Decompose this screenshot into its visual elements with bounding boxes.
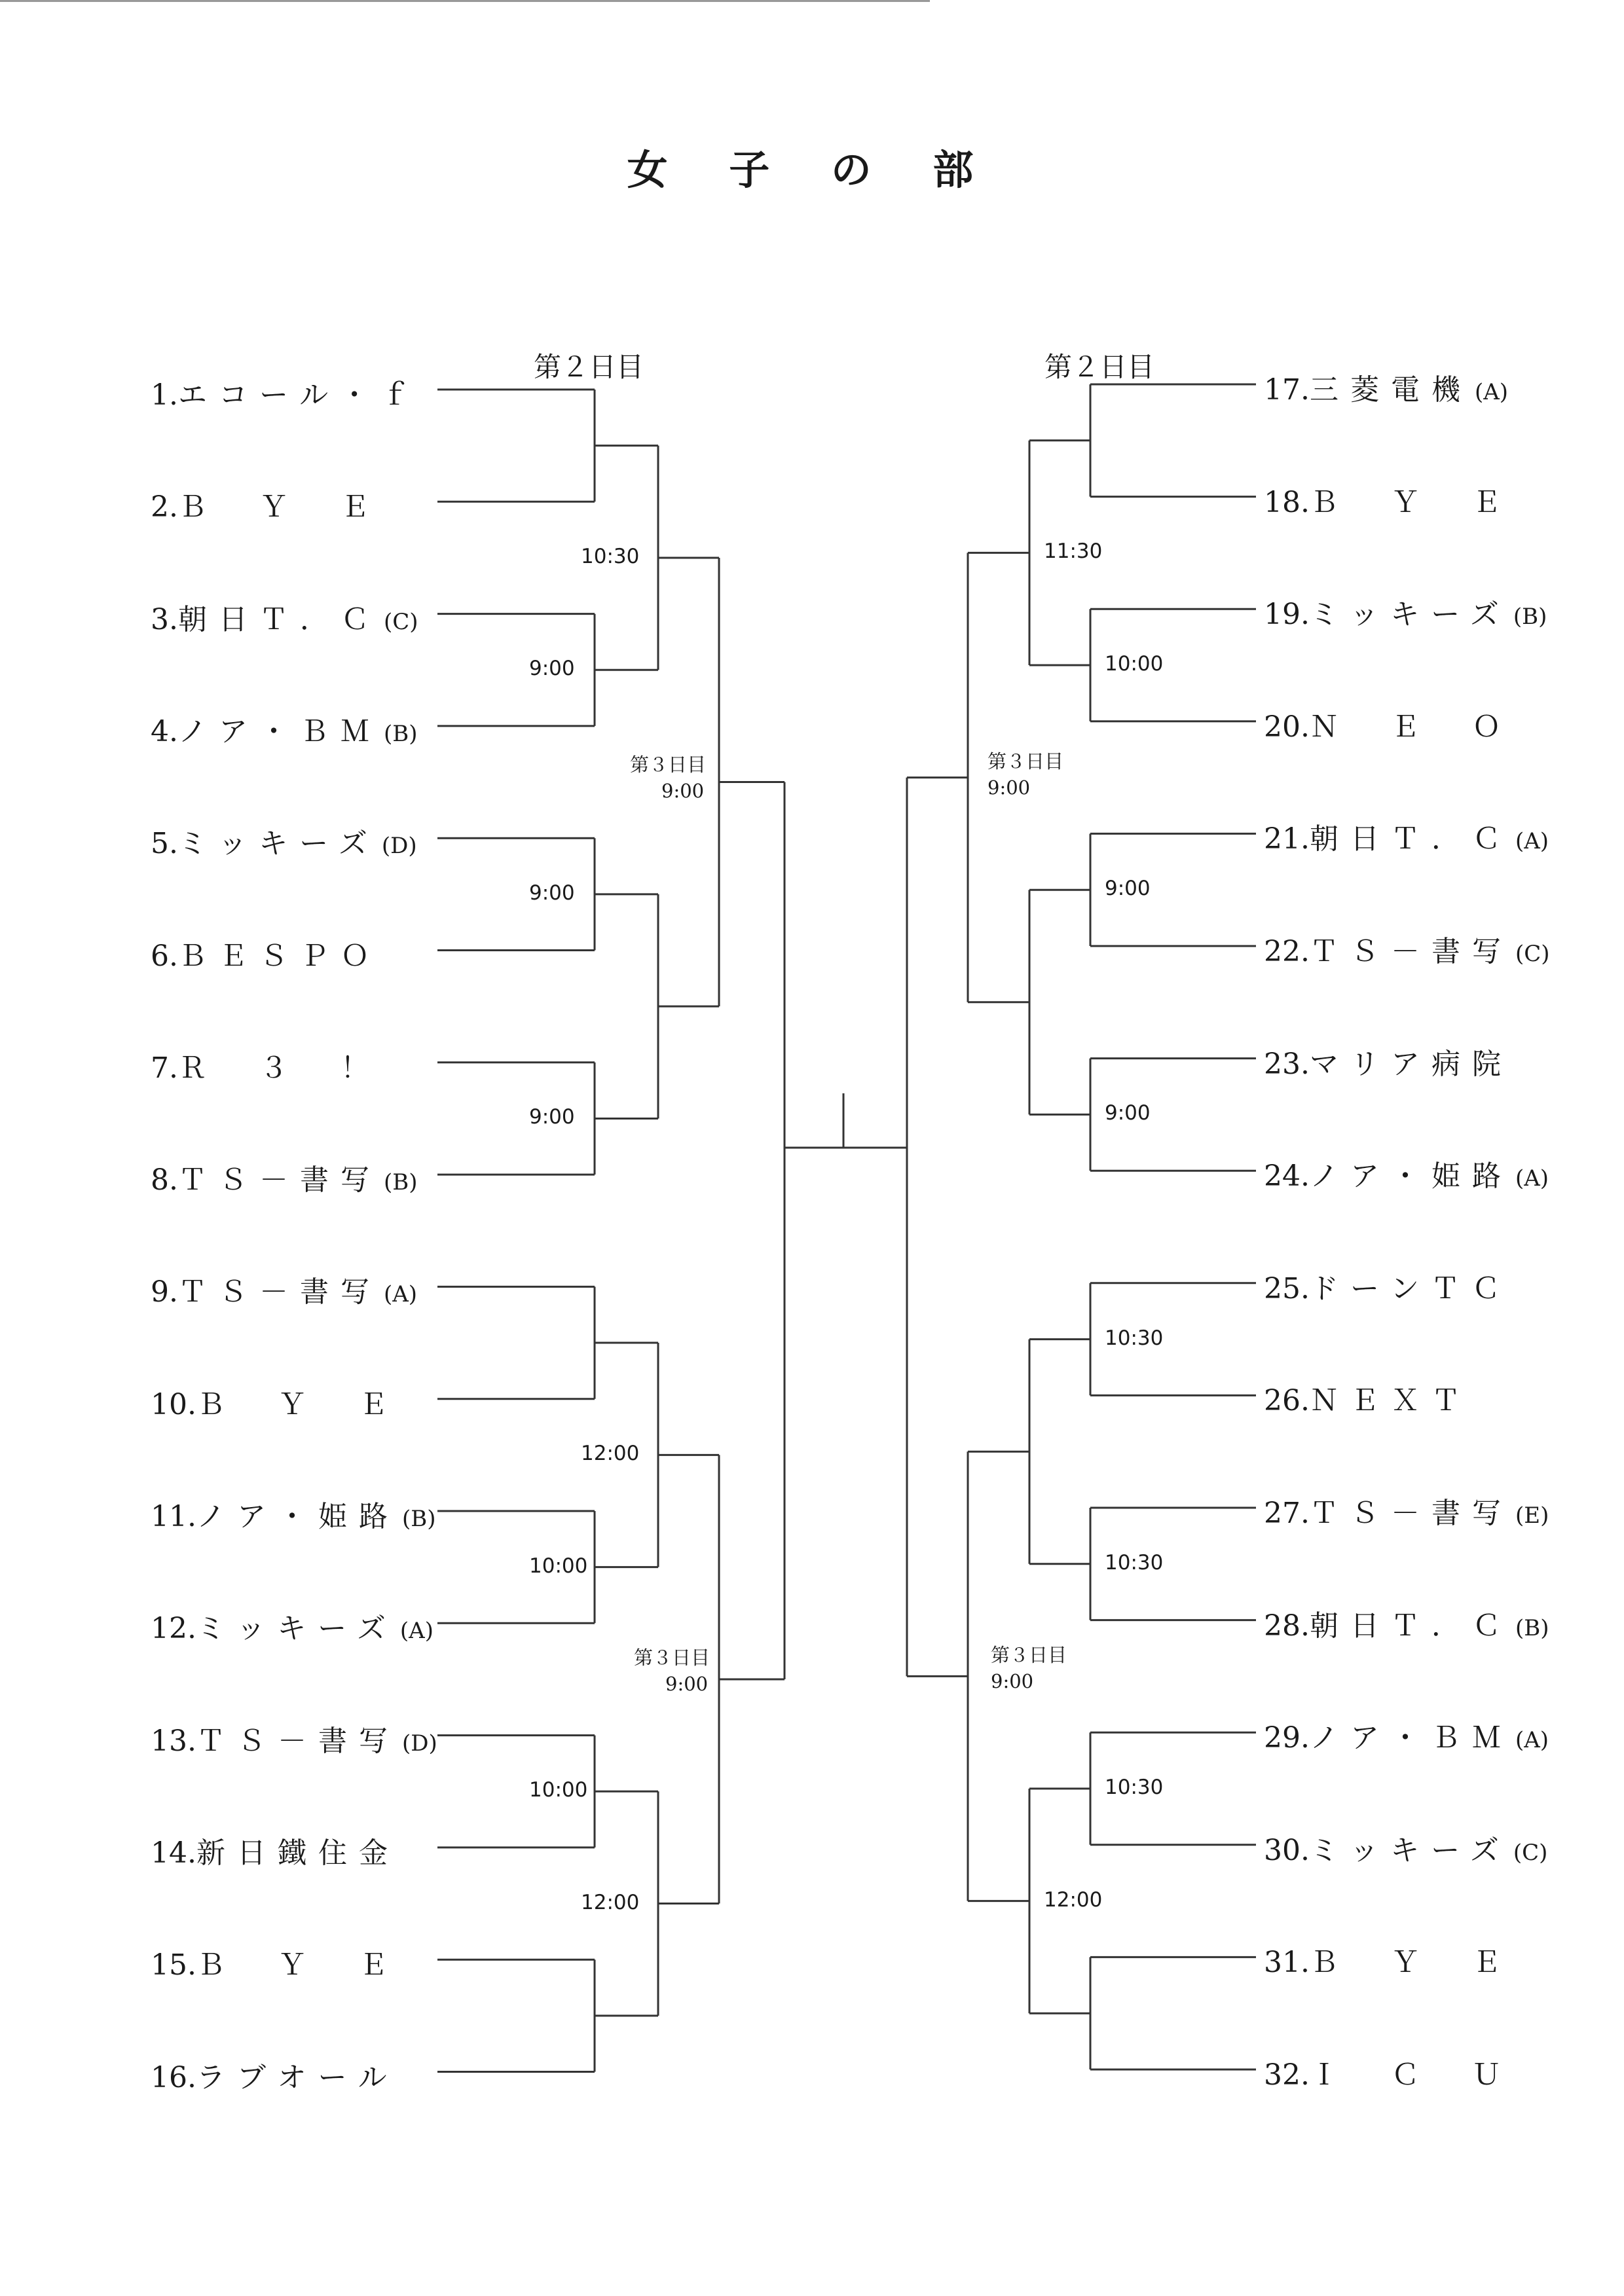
team-group: (C)	[1513, 1839, 1548, 1866]
team-number: 16.	[151, 2060, 196, 2094]
team-name: 朝日Ｔ．Ｃ	[1309, 822, 1513, 856]
day3-time: 9:00	[661, 780, 705, 802]
match-time: 9:00	[1105, 1101, 1151, 1125]
team-group: (B)	[383, 720, 418, 747]
team-number: 25.	[1264, 1271, 1310, 1305]
team-name: ＴＳ－書写	[196, 1724, 399, 1758]
team-entry	[1264, 1714, 1559, 1756]
match-time: 11:30	[1044, 539, 1103, 564]
day3-label: 第３日目	[987, 750, 1064, 773]
match-time: 9:00	[1105, 877, 1151, 901]
day3-left-top	[630, 752, 706, 804]
team-entry	[151, 1268, 432, 1310]
team-number: 8.	[151, 1163, 178, 1197]
team-group: (A)	[383, 1281, 418, 1308]
match-time: 12:00	[581, 1442, 640, 1466]
day3-right-top	[987, 748, 1063, 801]
team-number: 5.	[151, 827, 178, 861]
team-number: 30.	[1264, 1833, 1310, 1867]
team-name: Ｂ Ｙ Ｅ	[177, 490, 381, 524]
day3-time: 9:00	[991, 1670, 1034, 1692]
team-entry	[151, 1717, 437, 1759]
team-entry	[151, 1605, 432, 1647]
team-name: 三菱電機	[1309, 373, 1472, 407]
team-name: ノア・ＢＭ	[1309, 1721, 1513, 1755]
team-number: 18.	[1264, 485, 1310, 519]
match-time: 10:30	[581, 544, 640, 568]
team-entry	[151, 1493, 436, 1535]
team-name: Ｂ Ｙ Ｅ	[1309, 485, 1513, 519]
team-entry	[151, 1156, 432, 1198]
match-time: 10:00	[529, 1778, 588, 1802]
match-time: 10:30	[1105, 1550, 1164, 1575]
team-name: ミッキーズ	[177, 827, 379, 861]
team-name: ＢＥＳＰＯ	[177, 939, 381, 973]
team-entry	[151, 932, 432, 974]
day2-label-left: 第２日目	[534, 351, 644, 383]
team-number: 9.	[151, 1275, 178, 1309]
match-time: 10:00	[529, 1554, 588, 1578]
team-entry	[151, 1941, 432, 1983]
team-number: 1.	[151, 378, 178, 412]
team-entry	[1264, 1040, 1559, 1082]
team-name: ミッキーズ	[1309, 1833, 1511, 1867]
team-name: 新日鐵住金	[196, 1836, 399, 1870]
team-name: Ｂ Ｙ Ｅ	[1309, 1946, 1513, 1980]
team-entry	[151, 708, 432, 750]
team-name: Ｒ ３ ！	[177, 1051, 381, 1085]
team-number: 31.	[1264, 1946, 1310, 1980]
page-title: 女 子 の 部	[627, 146, 997, 194]
team-number: 12.	[151, 1612, 196, 1646]
team-name: ドーンＴＣ	[1309, 1271, 1513, 1305]
team-number: 14.	[151, 1836, 196, 1870]
match-time: 12:00	[1044, 1887, 1103, 1912]
day3-label: 第３日目	[630, 754, 707, 776]
team-number: 21.	[1264, 822, 1310, 856]
team-name: ＮＥＸＴ	[1309, 1384, 1472, 1418]
team-group: (A)	[399, 1618, 434, 1645]
team-name: ノア・姫路	[1309, 1159, 1513, 1194]
team-name: ＴＳ－書写	[177, 1163, 381, 1197]
team-name: マリア病院	[1309, 1047, 1513, 1081]
team-entry	[151, 596, 432, 638]
team-entry	[1264, 703, 1559, 745]
team-entry	[1264, 815, 1559, 857]
team-entry	[151, 1829, 432, 1871]
team-group: (A)	[1474, 379, 1509, 405]
team-name: Ｂ Ｙ Ｅ	[196, 1387, 399, 1421]
team-name: ＴＳ－書写	[1309, 935, 1513, 968]
team-name: ＴＳ－書写	[177, 1275, 381, 1309]
team-entry	[1264, 2051, 1559, 2093]
team-name: ノア・ＢＭ	[177, 714, 381, 748]
team-entry	[1264, 1377, 1559, 1419]
team-group: (D)	[401, 1730, 437, 1757]
team-number: 27.	[1264, 1497, 1310, 1530]
day2-label-right: 第２日目	[1044, 351, 1155, 383]
match-time: 10:00	[1105, 652, 1164, 676]
team-number: 6.	[151, 939, 178, 973]
team-number: 19.	[1264, 598, 1310, 632]
team-name: 朝日Ｔ．Ｃ	[177, 602, 381, 636]
team-name: ミッキーズ	[1309, 598, 1511, 632]
team-group: (A)	[1515, 1165, 1549, 1192]
team-number: 26.	[1264, 1384, 1310, 1418]
day3-label: 第３日目	[634, 1647, 710, 1669]
day3-time: 9:00	[665, 1673, 709, 1695]
team-entry	[151, 483, 432, 525]
team-entry	[151, 2054, 432, 2096]
team-entry	[151, 1044, 432, 1086]
day3-label: 第３日目	[991, 1644, 1067, 1666]
team-number: 10.	[151, 1387, 196, 1421]
team-number: 20.	[1264, 710, 1310, 744]
team-group: (C)	[383, 608, 418, 635]
team-name: ラブオール	[196, 2060, 399, 2094]
team-group: (B)	[1515, 1614, 1549, 1641]
team-number: 23.	[1264, 1047, 1310, 1081]
team-entry	[1264, 591, 1559, 632]
team-group: (B)	[383, 1169, 418, 1196]
team-group: (A)	[1515, 1727, 1549, 1754]
day3-right-bottom	[991, 1642, 1067, 1694]
team-entry	[1264, 1827, 1559, 1868]
team-name: ＴＳ－書写	[1309, 1497, 1513, 1530]
team-number: 32.	[1264, 2058, 1310, 2092]
team-entry	[1264, 1939, 1559, 1980]
team-group: (E)	[1515, 1503, 1549, 1529]
team-name: 朝日Ｔ．Ｃ	[1309, 1609, 1513, 1643]
team-entry	[1264, 1152, 1559, 1194]
team-group: (B)	[1513, 604, 1547, 630]
team-number: 15.	[151, 1948, 196, 1982]
team-entry	[1264, 928, 1559, 970]
team-number: 7.	[151, 1051, 178, 1085]
team-entry	[151, 820, 432, 862]
team-name: ノア・姫路	[196, 1500, 399, 1533]
team-entry	[1264, 1265, 1559, 1307]
team-entry	[1264, 479, 1559, 520]
team-number: 4.	[151, 714, 178, 748]
day3-time: 9:00	[987, 776, 1031, 799]
match-time: 10:30	[1105, 1776, 1164, 1799]
team-entry	[1264, 1489, 1559, 1531]
team-number: 28.	[1264, 1609, 1310, 1643]
team-number: 2.	[151, 490, 178, 524]
team-number: 13.	[151, 1724, 196, 1758]
match-time: 9:00	[529, 657, 575, 681]
team-name: Ｂ Ｙ Ｅ	[196, 1948, 399, 1982]
team-name: Ｎ Ｅ Ｏ	[1309, 710, 1513, 744]
team-name: Ｉ Ｃ Ｕ	[1309, 2058, 1513, 2092]
team-name: ミッキーズ	[196, 1612, 397, 1646]
team-group: (A)	[1515, 828, 1549, 855]
team-group: (C)	[1515, 941, 1550, 967]
team-number: 29.	[1264, 1721, 1310, 1755]
match-time: 10:30	[1105, 1326, 1164, 1350]
day3-left-bottom	[634, 1645, 710, 1697]
team-name: エコール・ｆ	[177, 378, 422, 412]
team-entry	[151, 1381, 432, 1423]
team-number: 11.	[151, 1500, 196, 1533]
team-group: (D)	[381, 833, 417, 860]
match-time: 9:00	[529, 881, 575, 905]
team-number: 17.	[1264, 373, 1310, 407]
team-group: (B)	[401, 1506, 436, 1532]
team-number: 22.	[1264, 935, 1310, 968]
team-number: 24.	[1264, 1159, 1310, 1194]
team-entry	[151, 371, 432, 413]
match-time: 12:00	[581, 1890, 640, 1914]
team-entry	[1264, 366, 1559, 408]
team-entry	[1264, 1602, 1559, 1644]
team-number: 3.	[151, 602, 178, 636]
match-time: 9:00	[529, 1105, 575, 1129]
